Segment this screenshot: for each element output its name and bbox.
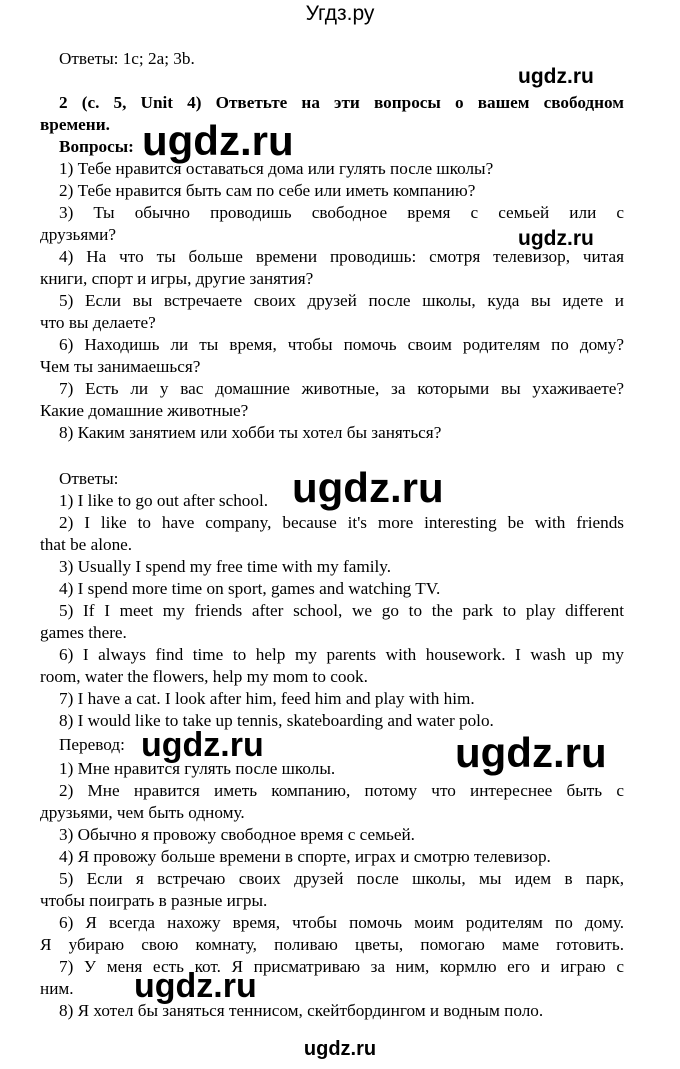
answer-line: that be alone.: [40, 535, 133, 554]
answer-line: 7) I have a cat. I look after him, feed him and play with him.: [59, 689, 475, 708]
question-line: Какие домашние животные?: [40, 401, 249, 420]
site-footer: ugdz.ru: [303, 1038, 377, 1060]
translation-line: ним.: [40, 979, 74, 998]
translation-line: 3) Обычно я провожу свободное время с семьей.: [59, 825, 415, 844]
translation-label: Перевод:: [59, 735, 125, 754]
question-line: 1) Тебе нравится оставаться дома или гулять после школы?: [59, 159, 494, 178]
previous-answers: Ответы: 1c; 2a; 3b.: [59, 49, 195, 68]
questions-label: Вопросы:: [59, 137, 134, 156]
translation-line: чтобы поиграть в разные игры.: [40, 891, 268, 910]
site-header: Угдз.ру: [305, 2, 375, 25]
answer-line: 2) I like to have company, because it's more interesting be with friends: [59, 513, 624, 532]
question-line: 3) Ты обычно проводишь свободное время с семьей или с: [59, 203, 624, 222]
question-line: 5) Если вы встречаете своих друзей после школы, куда вы идете и: [59, 291, 624, 310]
translation-line: 2) Мне нравится иметь компанию, потому что интереснее быть с: [59, 781, 624, 800]
answer-line: 5) If I meet my friends after school, we go to the park to play different: [59, 601, 624, 620]
translation-line: 6) Я всегда нахожу время, чтобы помочь моим родителям по дому.: [59, 913, 624, 932]
answer-line: games there.: [40, 623, 127, 642]
translation-line: 4) Я провожу больше времени в спорте, играх и смотрю телевизор.: [59, 847, 551, 866]
watermark: ugdz.ru: [518, 65, 594, 88]
question-line: 4) На что ты больше времени проводишь: смотря телевизор, читая: [59, 247, 624, 266]
watermark: ugdz.ru: [455, 729, 607, 776]
watermark: ugdz.ru: [518, 227, 594, 250]
answer-line: 6) I always find time to help my parents with housework. I wash up my: [59, 645, 624, 664]
task-title-line-1: 2 (с. 5, Unit 4) Ответьте на эти вопросы о вашем свободном: [59, 93, 624, 112]
answer-line: 4) I spend more time on sport, games and watching TV.: [59, 579, 441, 598]
question-line: 2) Тебе нравится быть сам по себе или иметь компанию?: [59, 181, 476, 200]
question-line: Чем ты занимаешься?: [40, 357, 201, 376]
translation-line: 8) Я хотел бы заняться теннисом, скейтбордингом и водным поло.: [59, 1001, 544, 1020]
question-line: что вы делаете?: [40, 313, 156, 332]
watermark: ugdz.ru: [292, 464, 444, 511]
answer-line: 3) Usually I spend my free time with my family.: [59, 557, 392, 576]
translation-line: Я убираю свою комнату, поливаю цветы, помогаю маме готовить.: [40, 935, 624, 954]
answer-line: 1) I like to go out after school.: [59, 491, 269, 510]
watermark: ugdz.ru: [142, 117, 294, 164]
translation-line: 7) У меня есть кот. Я присматриваю за ним, кормлю его и играю с: [59, 957, 624, 976]
question-line: друзьями?: [40, 225, 116, 244]
question-line: 6) Находишь ли ты время, чтобы помочь своим родителям по дому?: [59, 335, 624, 354]
watermark: ugdz.ru: [134, 967, 257, 1005]
question-line: книги, спорт и игры, другие занятия?: [40, 269, 314, 288]
translation-line: друзьями, чем быть одному.: [40, 803, 245, 822]
answer-line: 8) I would like to take up tennis, skateboarding and water polo.: [59, 711, 494, 730]
translation-line: 1) Мне нравится гулять после школы.: [59, 759, 336, 778]
answers-label: Ответы:: [59, 469, 119, 488]
question-line: 7) Есть ли у вас домашние животные, за которыми вы ухаживаете?: [59, 379, 624, 398]
answer-line: room, water the flowers, help my mom to cook.: [40, 667, 368, 686]
translation-line: 5) Если я встречаю своих друзей после школы, мы идем в парк,: [59, 869, 624, 888]
watermark: ugdz.ru: [141, 726, 264, 764]
task-title-line-2: времени.: [40, 115, 110, 134]
question-line: 8) Каким занятием или хобби ты хотел бы заняться?: [59, 423, 442, 442]
